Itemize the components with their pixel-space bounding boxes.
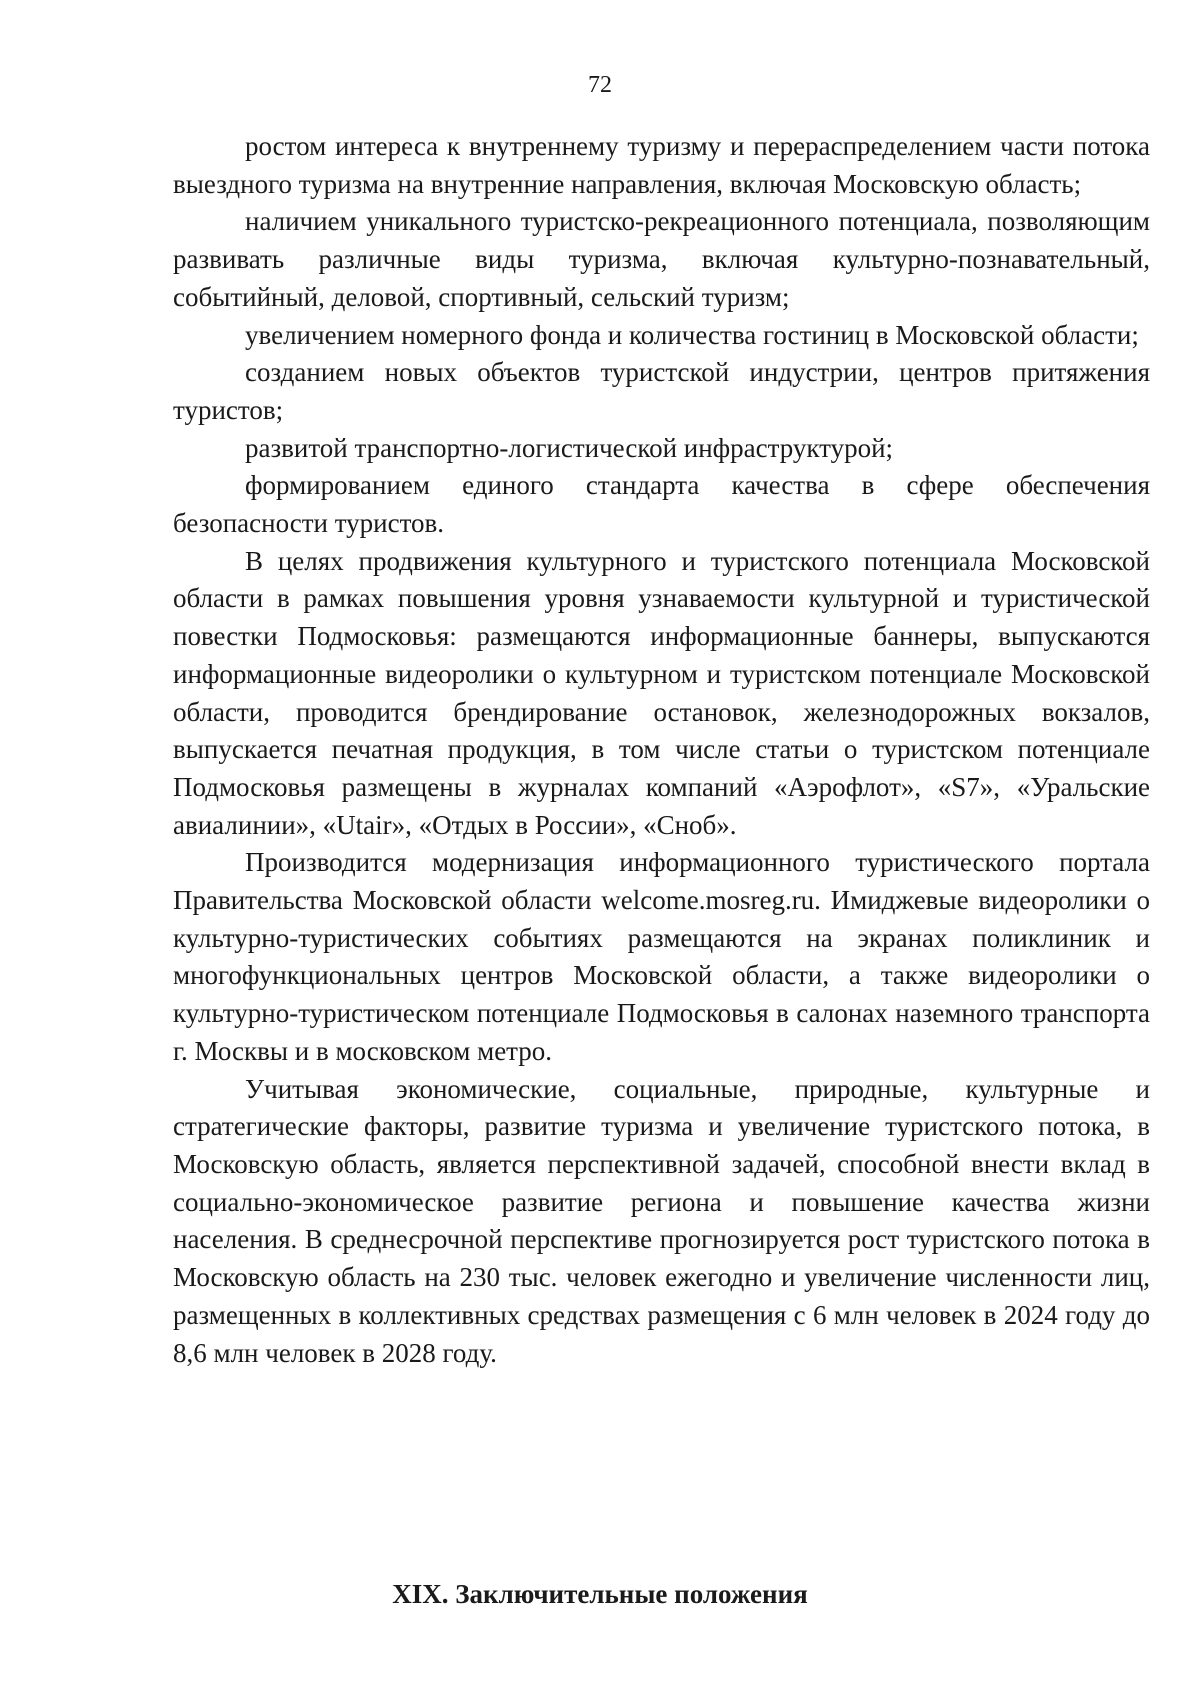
- paragraph-unique-potential: наличием уникального туристско-рекреационного потенциала, позволяющим развивать различные виды туризма, включая культурно-познавательный, событийный, деловой, спортивный, сельский туризм;: [173, 206, 1150, 312]
- section-heading: XIX. Заключительные положения: [392, 1579, 808, 1609]
- paragraph-domestic-tourism-interest: ростом интереса к внутреннему туризму и перераспределением части потока выездного туризма на внутренние направления, включая Московскую область;: [173, 131, 1150, 199]
- paragraph-forecast: Учитывая экономические, социальные, природные, культурные и стратегические факторы, развитие туризма и увеличение туристского потока, в Московскую область, является перспективной задачей, способной внести вклад в социально-экономическое развитие региона и повышение качества жизни населения. В среднесрочной перспективе прогнозируется рост туристского потока в Московскую область на 230 тыс. человек ежегодно и увеличение численности лиц, размещенных в коллективных средствах размещения с 6 млн человек в 2024 году до 8,6 млн человек в 2028 году.: [173, 1073, 1150, 1368]
- page-number: 72: [588, 72, 612, 98]
- paragraph-portal-modernization: Производится модернизация информационного туристического портала Правительства Московской области welcome.mosreg.ru. Имиджевые видеоролики о культурно-туристических событиях размещаются на экранах поликлиник и многофункциональных центров Московской области, а также видеоролики о культурно-туристическом потенциале Подмосковья в салонах наземного транспорта г. Москвы и в московском метро.: [173, 847, 1150, 1066]
- paragraph-new-facilities: созданием новых объектов туристской индустрии, центров притяжения туристов;: [173, 357, 1150, 425]
- paragraph-safety-standard: формированием единого стандарта качества в сфере обеспечения безопасности туристов.: [173, 470, 1150, 539]
- paragraph-transport-infrastructure: развитой транспортно-логистической инфраструктурой;: [245, 432, 894, 463]
- paragraph-hotel-growth: увеличением номерного фонда и количества гостиниц в Московской области;: [245, 319, 1139, 350]
- body-text: [173, 128, 1150, 1372]
- paragraph-promotion: В целях продвижения культурного и туристского потенциала Московской области в рамках повышения уровня узнаваемости культурной и туристической повестки Подмосковья: размещаются информационные баннеры, выпускаются информационные видеоролики о культурном и туристском потенциале Московской области, проводится брендирование остановок, железнодорожных вокзалов, выпускается печатная продукция, в том числе статьи о туристском потенциале Подмосковья размещены в журналах компаний «Аэрофлот», «S7», «Уральские авиалинии», «Utair», «Отдых в России», «Сноб».: [173, 545, 1150, 840]
